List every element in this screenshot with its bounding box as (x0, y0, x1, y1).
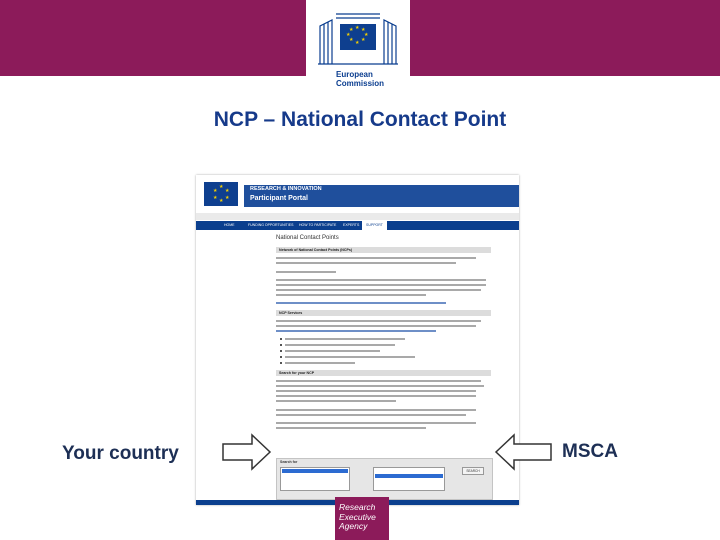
section-header-services: NCP Services (276, 310, 491, 316)
text-line (276, 271, 336, 273)
text-line (285, 344, 395, 346)
text-line (276, 395, 476, 397)
eu-flag-icon: ★ ★ ★ ★ ★ ★ (204, 182, 238, 206)
nav-home[interactable]: HOME (224, 223, 235, 227)
list-item[interactable] (282, 474, 348, 478)
label-your-country: Your country (62, 443, 179, 464)
section-header-network: Network of National Contact Points (NCPs) (276, 247, 491, 253)
text-link[interactable] (276, 302, 446, 304)
text-line (276, 320, 481, 322)
list-item[interactable] (375, 484, 443, 488)
svg-text:★: ★ (361, 27, 366, 33)
bullet (280, 344, 282, 346)
banner-subtitle: Participant Portal (250, 195, 308, 202)
svg-text:★: ★ (346, 32, 351, 38)
list-item[interactable] (375, 474, 443, 478)
text-line (276, 284, 486, 286)
nav-funding[interactable]: FUNDING OPPORTUNITIES (248, 223, 294, 227)
right-arrow-icon (222, 433, 272, 471)
bullet (280, 356, 282, 358)
text-line (285, 350, 380, 352)
text-line (276, 380, 481, 382)
org-name-line2: Commission (336, 79, 385, 88)
portal-content (276, 235, 491, 500)
text-line (276, 257, 476, 259)
text-line (276, 390, 476, 392)
search-button[interactable]: SEARCH (462, 467, 484, 475)
banner-title: RESEARCH & INNOVATION (250, 186, 322, 192)
text-line (276, 409, 476, 411)
text-line (276, 385, 484, 387)
text-line (285, 356, 415, 358)
rea-logo-text (339, 503, 376, 532)
programme-listbox[interactable] (373, 467, 445, 491)
search-panel-title: Search for (280, 460, 298, 464)
rea-line2: Executive (339, 511, 376, 522)
text-line (276, 325, 476, 327)
text-line (276, 262, 456, 264)
rea-line1: Research (339, 502, 376, 512)
nav-participate[interactable]: HOW TO PARTICIPATE (299, 223, 337, 227)
bullet (280, 350, 282, 352)
text-line (285, 362, 355, 364)
text-link[interactable] (276, 330, 436, 332)
slide-title: NCP – National Contact Point (213, 108, 507, 131)
text-line (276, 400, 396, 402)
svg-text:★: ★ (364, 32, 369, 38)
country-listbox[interactable] (280, 467, 350, 491)
page-heading: National Contact Points (276, 235, 339, 241)
bullet (280, 362, 282, 364)
text-line (276, 427, 426, 429)
portal-nav (196, 221, 519, 230)
radio-options[interactable] (280, 491, 489, 496)
nav-experts[interactable]: EXPERTS (343, 223, 360, 227)
org-name-line1: European (336, 70, 373, 79)
breadcrumb (196, 213, 519, 220)
section-header-search: Search for your NCP (276, 370, 491, 376)
text-line (276, 422, 476, 424)
svg-text:★: ★ (349, 37, 354, 43)
label-msca: MSCA (562, 441, 618, 462)
commission-building-icon (314, 6, 402, 66)
portal-header (196, 175, 519, 213)
list-item[interactable] (375, 469, 443, 473)
list-item[interactable] (282, 484, 348, 488)
search-panel (276, 458, 493, 500)
text-line (276, 414, 466, 416)
european-commission-logo (306, 0, 410, 100)
rea-logo (335, 497, 389, 540)
bullet (280, 338, 282, 340)
org-name (336, 70, 384, 88)
text-line (276, 289, 481, 291)
list-item[interactable] (375, 479, 443, 483)
list-item[interactable] (282, 479, 348, 483)
svg-text:★: ★ (349, 27, 354, 33)
text-line (285, 338, 405, 340)
text-line (276, 294, 426, 296)
svg-text:★: ★ (355, 40, 360, 46)
list-item[interactable] (282, 469, 348, 473)
svg-text:★: ★ (361, 37, 366, 43)
rea-line3: Agency (339, 521, 368, 531)
nav-support[interactable]: SUPPORT (362, 221, 387, 230)
svg-text:★: ★ (355, 25, 360, 31)
text-line (276, 279, 486, 281)
left-arrow-icon (494, 433, 552, 471)
